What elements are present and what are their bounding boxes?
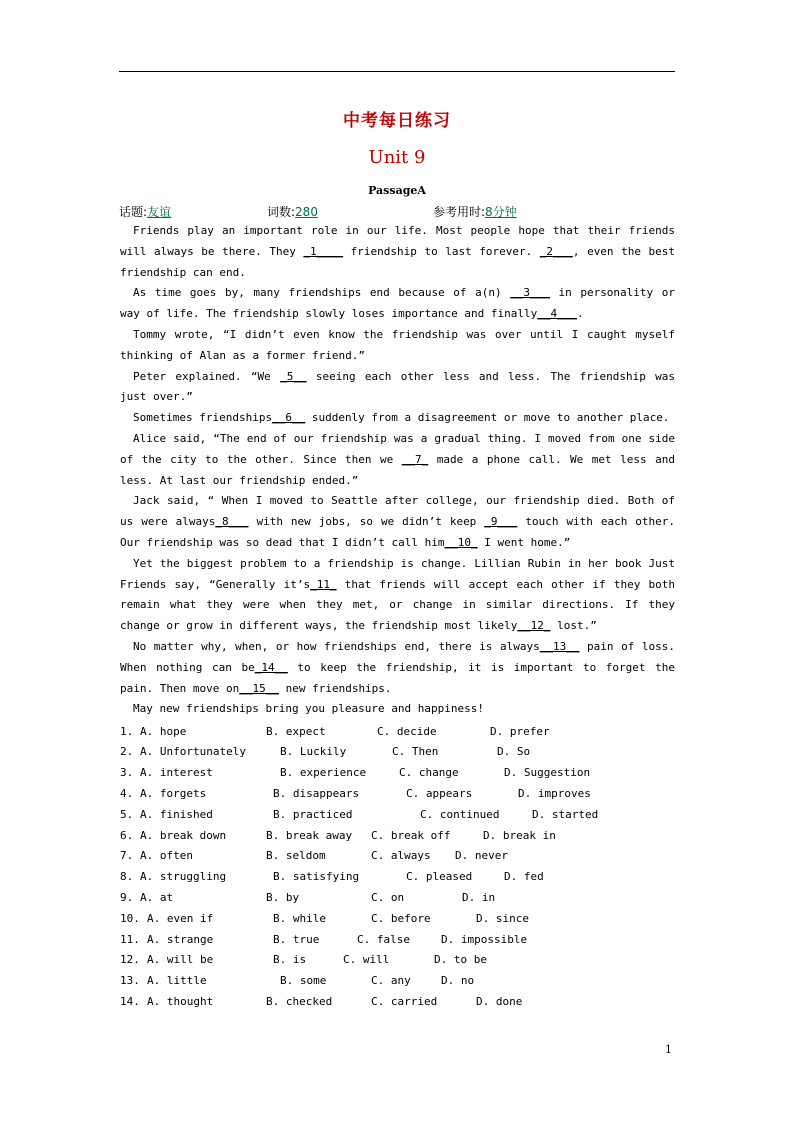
option-a: A. strange xyxy=(147,933,214,946)
paragraph-8 xyxy=(120,554,675,637)
option-b: B. seldom xyxy=(266,849,326,862)
option-c: C. break off xyxy=(371,829,451,842)
option-c: C. carried xyxy=(371,995,438,1008)
text-run: to keep the friendship, it is important to forget the pain. Then move on xyxy=(120,660,675,695)
blank-13: __13__ xyxy=(539,639,580,653)
blank-2: _2___ xyxy=(539,244,573,258)
question-number: 13. xyxy=(120,974,140,987)
paragraph-4 xyxy=(120,367,675,409)
option-d: D. never xyxy=(455,849,508,862)
blank-9: _9___ xyxy=(484,515,518,529)
text-run: . xyxy=(576,307,584,321)
blank-5: _5__ xyxy=(280,369,307,383)
topic-label: 话题: xyxy=(119,205,148,219)
option-a: A. interest xyxy=(140,766,213,779)
option-b: B. Luckily xyxy=(280,745,347,758)
text-run: pain of loss. When nothing can be xyxy=(120,639,675,674)
passage-meta xyxy=(119,203,675,221)
page-number: 1 xyxy=(665,1043,672,1056)
topic-group xyxy=(119,203,171,220)
option-b: B. experience xyxy=(280,766,367,779)
question-number: 7. xyxy=(120,849,134,862)
blank-8: _8___ xyxy=(215,515,249,529)
blank-3: __3___ xyxy=(510,286,550,300)
option-d: D. impossible xyxy=(441,933,528,946)
option-c: C. Then xyxy=(392,745,439,758)
option-b: B. checked xyxy=(266,995,333,1008)
option-d: D. improves xyxy=(518,787,591,800)
time-group xyxy=(433,203,517,220)
time-value: 8分钟 xyxy=(485,205,517,219)
blank-4: __4___ xyxy=(537,307,577,321)
text-run: Alice said, “The end of our friendship was a gradual thing. I moved from one side of the city to the other. Since then we xyxy=(120,431,675,466)
option-c: C. on xyxy=(371,891,405,904)
option-b: B. while xyxy=(273,912,326,925)
paragraph-5 xyxy=(120,408,675,429)
question-number: 2. xyxy=(120,745,134,758)
word-count-label: 词数: xyxy=(267,205,296,219)
word-count-value: 280 xyxy=(295,205,318,219)
option-d: D. to be xyxy=(434,953,487,966)
option-a: A. thought xyxy=(147,995,214,1008)
question-number: 12. xyxy=(120,953,140,966)
paragraph-6 xyxy=(120,429,675,491)
text-run: Peter explained. “We xyxy=(133,369,281,383)
question-number: 9. xyxy=(120,891,134,904)
text-run: Jack said, “ When I moved to Seattle after college, our friendship died. Both of us were always xyxy=(120,494,675,529)
question-number: 6. xyxy=(120,829,134,842)
unit-title: Unit 9 xyxy=(368,147,426,168)
topic-value: 友谊 xyxy=(147,205,172,219)
option-d: D. done xyxy=(476,995,523,1008)
text-run: that friends will accept each other if they both remain what they were when they met, or change in similar directions. If they change or grow in different ways, the friendship most likely xyxy=(120,577,675,633)
option-c: C. pleased xyxy=(406,870,473,883)
question-number: 10. xyxy=(120,912,140,925)
option-d: D. no xyxy=(441,974,475,987)
text-run: No matter why, when, or how friendships end, there is always xyxy=(133,639,540,653)
question-number: 5. xyxy=(120,808,134,821)
text-run: new friendships. xyxy=(278,681,392,695)
passage-body xyxy=(120,221,675,720)
option-c: C. always xyxy=(371,849,431,862)
option-d: D. So xyxy=(497,745,531,758)
header-rule xyxy=(119,71,675,72)
text-run: made a phone call. We met less and less. At last our friendship ended.” xyxy=(120,452,676,487)
option-c: C. appears xyxy=(406,787,473,800)
option-b: B. some xyxy=(280,974,327,987)
option-a: A. at xyxy=(140,891,174,904)
option-c: C. decide xyxy=(377,725,437,738)
option-a: A. Unfortunately xyxy=(140,745,246,758)
passage-title: PassageA xyxy=(368,184,426,197)
text-run: in personality or way of life. The friendship slowly loses importance and finally xyxy=(120,286,675,321)
option-a: A. struggling xyxy=(140,870,227,883)
question-number: 14. xyxy=(120,995,140,1008)
blank-1: _1____ xyxy=(303,244,344,258)
question-number: 11. xyxy=(120,933,140,946)
time-label: 参考用时: xyxy=(433,205,486,219)
option-b: B. satisfying xyxy=(273,870,360,883)
option-b: B. by xyxy=(266,891,300,904)
blank-12: __12_ xyxy=(517,619,551,633)
option-c: C. false xyxy=(357,933,410,946)
option-a: A. often xyxy=(140,849,193,862)
text-run: suddenly from a disagreement or move to another place. xyxy=(305,411,670,425)
text-run: Tommy wrote, “I didn’t even know the friendship was over until I caught myself thinking of Alan as a former friend.” xyxy=(120,327,675,362)
paragraph-9 xyxy=(120,637,675,699)
option-a: A. hope xyxy=(140,725,187,738)
paragraph-7 xyxy=(120,491,675,553)
option-d: D. prefer xyxy=(490,725,550,738)
option-b: B. true xyxy=(273,933,320,946)
option-a: A. finished xyxy=(140,808,213,821)
paragraph-10 xyxy=(120,699,675,720)
text-run: Sometimes friendships xyxy=(133,411,273,425)
page-title-cn: 中考每日练习 xyxy=(343,111,451,131)
paragraph-2 xyxy=(120,283,675,325)
blank-15: __15__ xyxy=(239,681,279,695)
paragraph-1 xyxy=(120,221,675,283)
option-a: A. break down xyxy=(140,829,227,842)
option-d: D. fed xyxy=(504,870,544,883)
blank-11: _11_ xyxy=(310,577,337,591)
blank-7: __7_ xyxy=(401,452,429,466)
blank-10: __10_ xyxy=(444,535,478,549)
text-run: with new jobs, so we didn’t keep xyxy=(248,515,485,529)
question-number: 4. xyxy=(120,787,134,800)
text-run: I went home.” xyxy=(477,535,571,549)
option-d: D. in xyxy=(462,891,496,904)
option-b: B. is xyxy=(273,953,307,966)
option-b: B. expect xyxy=(266,725,326,738)
option-c: C. continued xyxy=(420,808,500,821)
text-run: , even the best friendship can end. xyxy=(120,244,675,279)
option-c: C. will xyxy=(343,953,390,966)
text-run: Friends play an important role in our life. Most people hope that their friends will always be there. They xyxy=(120,224,675,258)
word-count-group xyxy=(267,203,318,220)
option-a: A. forgets xyxy=(140,787,207,800)
option-a: A. little xyxy=(147,974,207,987)
option-d: D. break in xyxy=(483,829,556,842)
blank-14: _14__ xyxy=(254,660,288,674)
text-run: touch with each other. Our friendship was so dead that I didn’t call him xyxy=(120,515,676,549)
text-run: As time goes by, many friendships end because of a(n) xyxy=(133,286,511,300)
option-d: D. started xyxy=(532,808,599,821)
option-d: D. since xyxy=(476,912,529,925)
text-run: Yet the biggest problem to a friendship is change. Lillian Rubin in her book Just Friends say, “Generally it’s xyxy=(120,556,675,591)
option-c: C. any xyxy=(371,974,411,987)
option-a: A. will be xyxy=(147,953,214,966)
paragraph-3 xyxy=(120,325,675,367)
text-run: lost.” xyxy=(550,619,597,633)
question-number: 1. xyxy=(120,725,134,738)
option-b: B. break away xyxy=(266,829,353,842)
option-c: C. before xyxy=(371,912,431,925)
option-d: D. Suggestion xyxy=(504,766,591,779)
option-b: B. disappears xyxy=(273,787,360,800)
option-c: C. change xyxy=(399,766,459,779)
text-run: friendship to last forever. xyxy=(343,244,540,258)
text-run: May new friendships bring you pleasure and happiness! xyxy=(133,702,484,716)
question-number: 8. xyxy=(120,870,134,883)
question-number: 3. xyxy=(120,766,134,779)
text-run: seeing each other less and less. The friendship was just over.” xyxy=(120,369,676,404)
option-b: B. practiced xyxy=(273,808,353,821)
blank-6: __6__ xyxy=(272,411,306,425)
option-a: A. even if xyxy=(147,912,214,925)
